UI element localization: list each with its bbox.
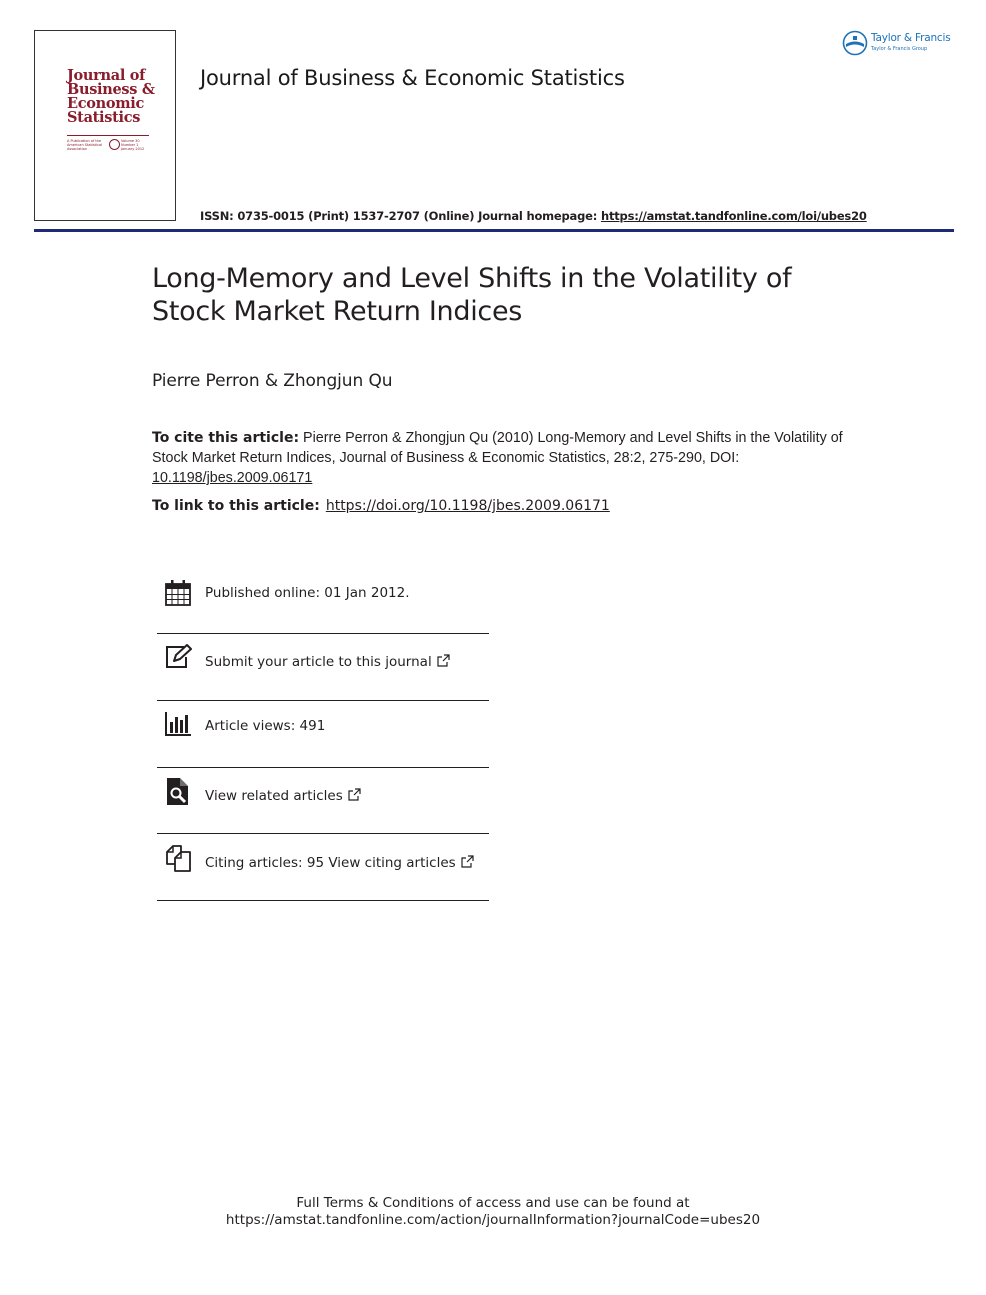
citing-documents-icon [164,844,192,872]
citation-doi-link[interactable]: 10.1198/jbes.2009.06171 [152,470,313,486]
calendar-icon [164,579,192,607]
article-authors: Pierre Perron & Zhongjun Qu [152,371,393,391]
article-link-label: To link to this article: [152,498,320,514]
issn-text: ISSN: 0735-0015 (Print) 1537-2707 (Online) Journal homepage: [200,209,601,223]
cover-seal-icon [109,139,120,150]
header-rule [34,229,954,232]
view-related-label: View related articles [205,788,343,804]
citation-text: Pierre Perron & Zhongjun Qu (2010) Long-Memory and Level Shifts in the Volatility of Stock Market Return Indices, Journal of Business & Economic Statistics, 28:2, 275-290, DOI: [152,430,843,466]
row-divider [157,700,489,701]
cover-title [67,69,157,125]
row-divider [157,900,489,901]
search-document-icon [164,777,192,805]
row-divider [157,633,489,634]
publisher-name: Taylor & Francis [871,32,951,44]
cover-title-line: Statistics [67,109,141,126]
footer [0,1195,986,1229]
citing-row[interactable] [157,843,489,891]
related-row[interactable] [157,777,489,825]
cover-issue-note: Volume 30 Number 1 January 2012 [121,139,145,151]
cover-title-line: Economic [67,95,145,112]
views-row [157,710,489,758]
bar-chart-icon [164,710,192,738]
cover-title-line: Journal of [67,67,146,84]
citing-articles-link[interactable] [205,855,474,871]
issn-line [200,209,867,223]
journal-homepage-link[interactable]: https://amstat.tandfonline.com/loi/ubes20 [600,209,867,223]
citation-block [152,428,852,488]
published-date: Published online: 01 Jan 2012. [205,585,410,601]
publisher-group: Taylor & Francis Group [871,46,928,52]
edit-icon [164,643,192,671]
row-divider [157,833,489,834]
footer-terms-text: Full Terms & Conditions of access and use can be found at [296,1195,690,1211]
external-link-icon [461,855,474,868]
submit-article-label: Submit your article to this journal [205,654,432,670]
article-doi-link[interactable]: https://doi.org/10.1198/jbes.2009.06171 [325,498,610,514]
cover-rule [67,135,149,136]
row-divider [157,767,489,768]
external-link-icon [348,788,361,801]
article-views: Article views: 491 [205,718,326,734]
article-title: Long-Memory and Level Shifts in the Volatility of Stock Market Return Indices [152,263,792,327]
view-related-link[interactable] [205,788,361,804]
article-link-line [152,498,610,514]
citation-label: To cite this article: [152,430,300,446]
external-link-icon [437,654,450,667]
published-row [157,577,489,617]
footer-terms-link[interactable]: https://amstat.tandfonline.com/action/journalInformation?journalCode=ubes20 [225,1212,761,1228]
citing-articles-label: Citing articles: 95 View citing articles [205,855,456,871]
submit-row[interactable] [157,643,489,691]
journal-title: Journal of Business & Economic Statistics [200,66,625,90]
cover-publisher-note: A Publication of the American Statistical Association [67,139,103,151]
cover-title-line: Business & [67,81,155,98]
journal-cover [34,30,176,221]
submit-article-link[interactable] [205,654,450,670]
publisher-logo-icon [842,30,868,56]
publisher-logo[interactable] [842,30,962,58]
